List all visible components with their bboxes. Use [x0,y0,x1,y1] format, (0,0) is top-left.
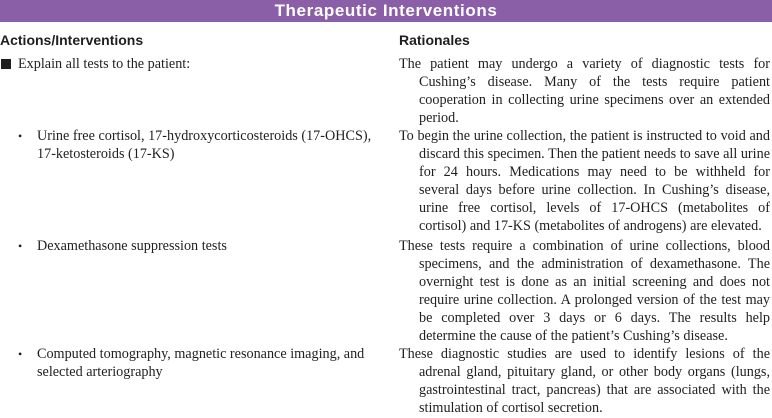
rationale-text: The patient may undergo a variety of diagnostic tests for Cushing’s disease. Many of the tests require patient cooperation in collecting urine specimens over an extended period. [399,56,770,126]
square-bullet-icon [1,59,11,69]
section-title: Therapeutic Interventions [0,0,772,22]
bullet-dot-icon: • [18,347,23,361]
bullet-dot-icon: • [18,239,23,253]
rationales-column-header: Rationales [399,32,470,48]
action-text: Explain all tests to the patient: [18,56,191,72]
action-text: Urine free cortisol, 17-hydroxycorticosteroids (17-OHCS), 17-ketosteroids (17-KS) [37,128,372,162]
rationale-text: These tests require a combination of urine collections, blood specimens, and the administration of dexamethasone. The overnight test is done as an initial screening and does not require urine collection. A prolonged version of the test may be completed over 3 days or 6 days. The results help determine the cause of the patient’s Cushing’s disease. [399,238,770,344]
action-text: Computed tomography, magnetic resonance imaging, and selected arteriography [37,346,365,380]
rationale-text: To begin the urine collection, the patient is instructed to void and discard this specimen. Then the patient needs to save all urine for 24 hours. Medications may need to be withheld for several days before urine collection. In Cushing’s disease, urine free cortisol, levels of 17-OHCS (metabolites of cortisol) and 17-KS (metabolites of androgens) are elevated. [399,128,770,234]
bullet-dot-icon: • [18,129,23,143]
rationale-text: These diagnostic studies are used to identify lesions of the adrenal gland, pituitary gland, or other body organs (lungs, gastrointestinal tract, pancreas) that are associated with the stimulation of cortisol secretion. [399,346,770,416]
actions-column-header: Actions/Interventions [0,32,144,48]
action-text: Dexamethasone suppression tests [37,238,227,254]
